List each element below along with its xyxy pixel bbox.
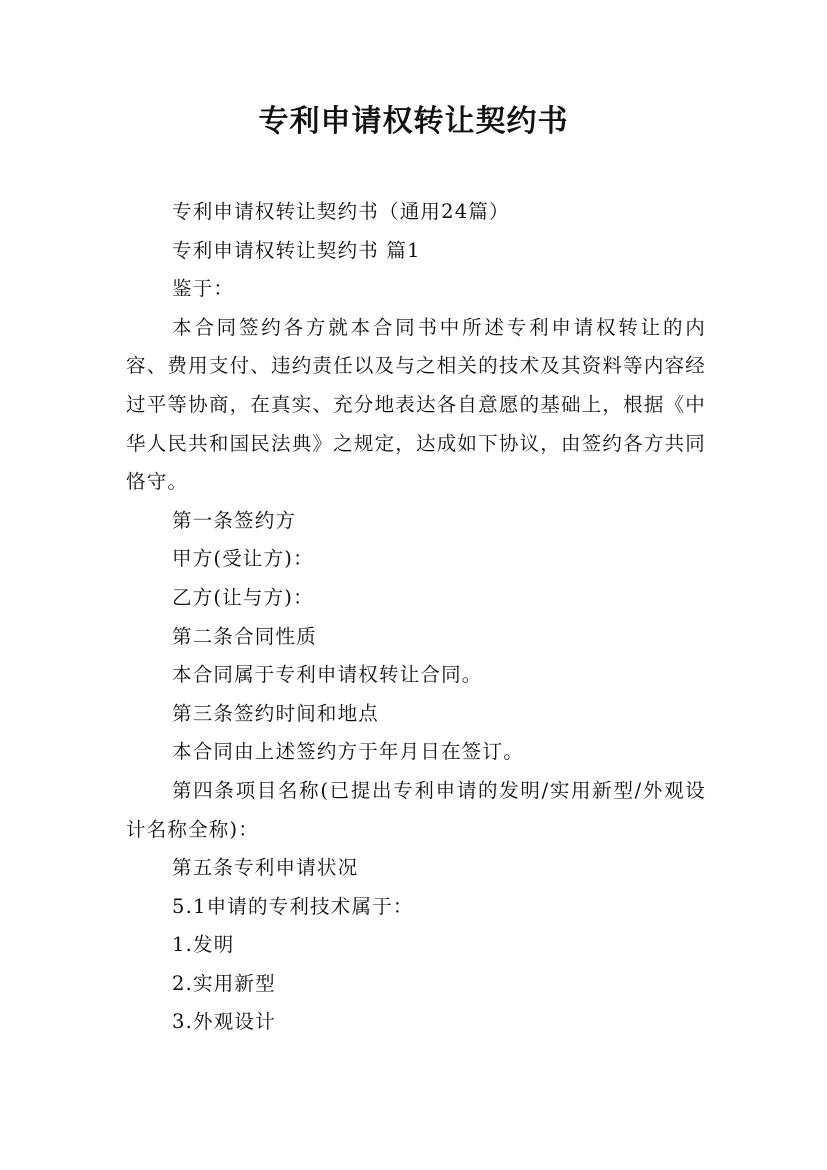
document-title: 专利申请权转让契约书 xyxy=(258,104,569,139)
paragraph-subtitle: 专利申请权转让契约书（通用24篇） xyxy=(172,200,510,223)
paragraph-whereas: 鉴于： xyxy=(172,277,235,301)
paragraph-article-3: 第三条签约时间和地点 xyxy=(172,701,380,725)
paragraph-clause-5-1: 5.1申请的专利技术属于： xyxy=(172,894,414,918)
paragraph-contract-nature: 本合同属于专利申请权转让合同。 xyxy=(172,663,483,687)
paragraph-preamble: 本合同签约各方就本合同书中所述专利申请权转让的内容、费用支付、违约责任以及与之相关的技术及其资料等内容经过平等协商，在真实、充分地表达各自意愿的基础上，根据《中华人民共和国民法典》之规定，达成如下协议，由签约各方共同恪守。 xyxy=(126,315,706,494)
list-item-invention: 1.发明 xyxy=(172,933,235,957)
document-body xyxy=(126,193,706,1042)
paragraph-article-5: 第五条专利申请状况 xyxy=(172,856,359,880)
paragraph-party-b: 乙方(让与方)： xyxy=(172,585,314,609)
paragraph-signing-date: 本合同由上述签约方于年月日在签订。 xyxy=(172,740,524,764)
list-item-design: 3.外观设计 xyxy=(172,1010,276,1034)
paragraph-article-1: 第一条签约方 xyxy=(172,508,297,532)
paragraph-party-a: 甲方(受让方)： xyxy=(172,547,314,571)
list-item-utility-model: 2.实用新型 xyxy=(172,971,276,995)
paragraph-article-2: 第二条合同性质 xyxy=(172,624,317,648)
paragraph-section-heading: 专利申请权转让契约书 篇1 xyxy=(172,238,421,262)
paragraph-article-4: 第四条项目名称(已提出专利申请的发明/实用新型/外观设计名称全称)： xyxy=(126,778,706,841)
